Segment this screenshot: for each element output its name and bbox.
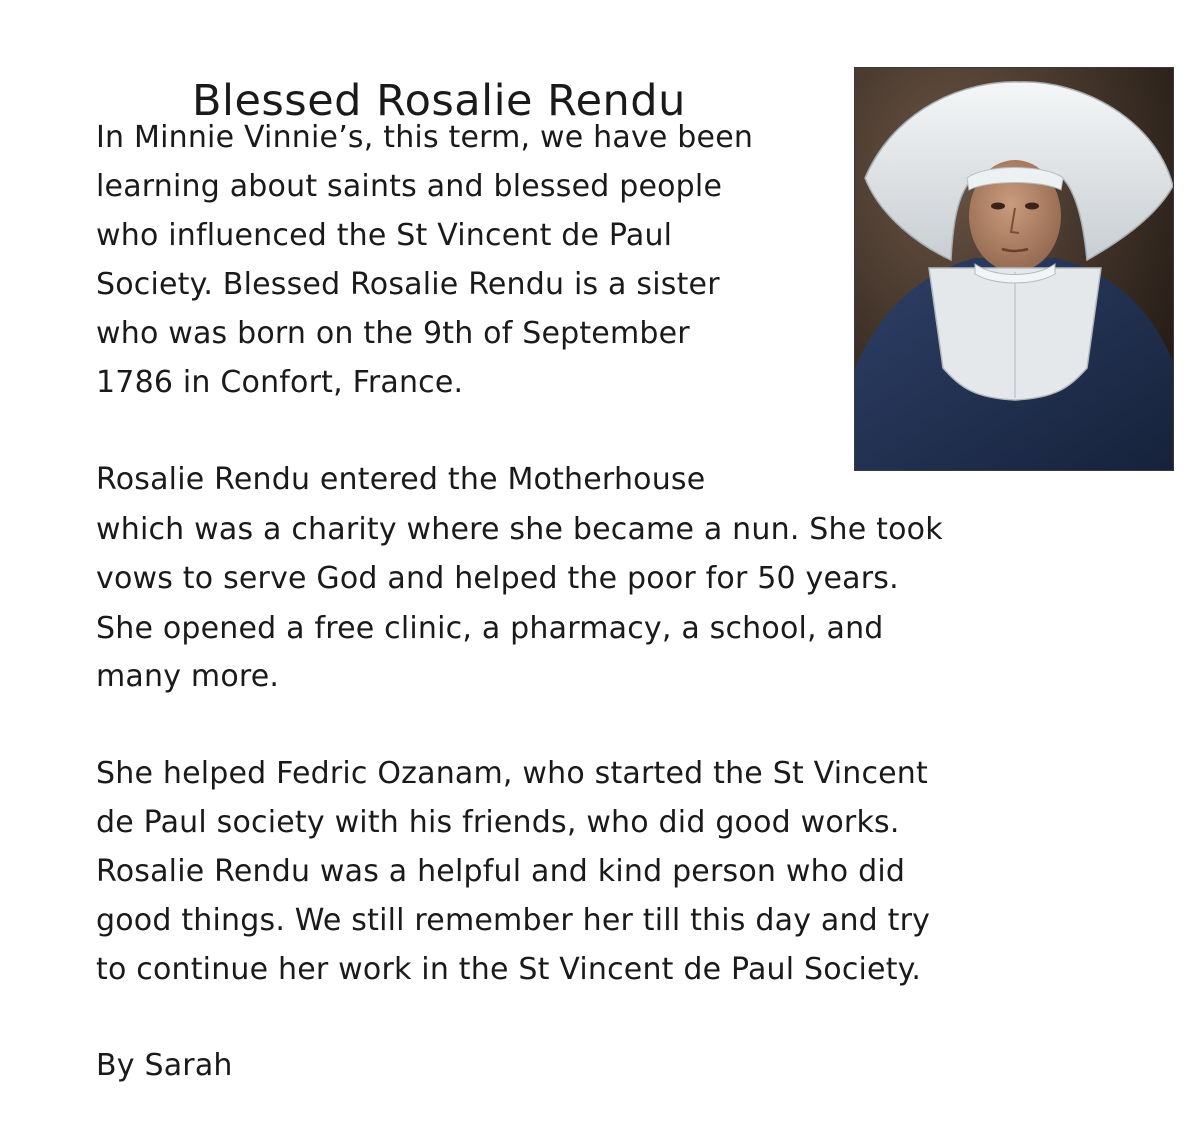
page-title: Blessed Rosalie Rendu bbox=[192, 75, 686, 126]
paragraph-3-line-5: to continue her work in the St Vincent de Paul Society. bbox=[96, 952, 922, 987]
paragraph-2-line-3: vows to serve God and helped the poor for 50 years. bbox=[96, 561, 899, 596]
paragraph-2-line-1: Rosalie Rendu entered the Motherhouse bbox=[96, 462, 706, 497]
paragraph-2-line-2: which was a charity where she became a nun. She took bbox=[96, 512, 943, 547]
paragraph-1-line-5: who was born on the 9th of September bbox=[96, 316, 690, 351]
paragraph-1-line-1: In Minnie Vinnie’s, this term, we have been bbox=[96, 120, 754, 155]
paragraph-3-line-3: Rosalie Rendu was a helpful and kind person who did bbox=[96, 854, 906, 889]
paragraph-1-line-4: Society. Blessed Rosalie Rendu is a sister bbox=[96, 267, 720, 302]
portrait-eye-left bbox=[991, 203, 1005, 210]
author-signature: By Sarah bbox=[96, 1048, 233, 1083]
paragraph-3-line-4: good things. We still remember her till this day and try bbox=[96, 903, 931, 938]
paragraph-1-line-3: who influenced the St Vincent de Paul bbox=[96, 218, 673, 253]
paragraph-1-line-6: 1786 in Confort, France. bbox=[96, 365, 464, 400]
portrait-eye-right bbox=[1025, 203, 1039, 210]
portrait-image bbox=[854, 67, 1174, 471]
paragraph-2-line-4: She opened a free clinic, a pharmacy, a school, and bbox=[96, 611, 884, 646]
paragraph-3-line-2: de Paul society with his friends, who did good works. bbox=[96, 805, 900, 840]
paragraph-1-line-2: learning about saints and blessed people bbox=[96, 169, 723, 204]
paragraph-3-line-1: She helped Fedric Ozanam, who started the St Vincent bbox=[96, 756, 928, 791]
paragraph-2-line-5: many more. bbox=[96, 659, 280, 694]
